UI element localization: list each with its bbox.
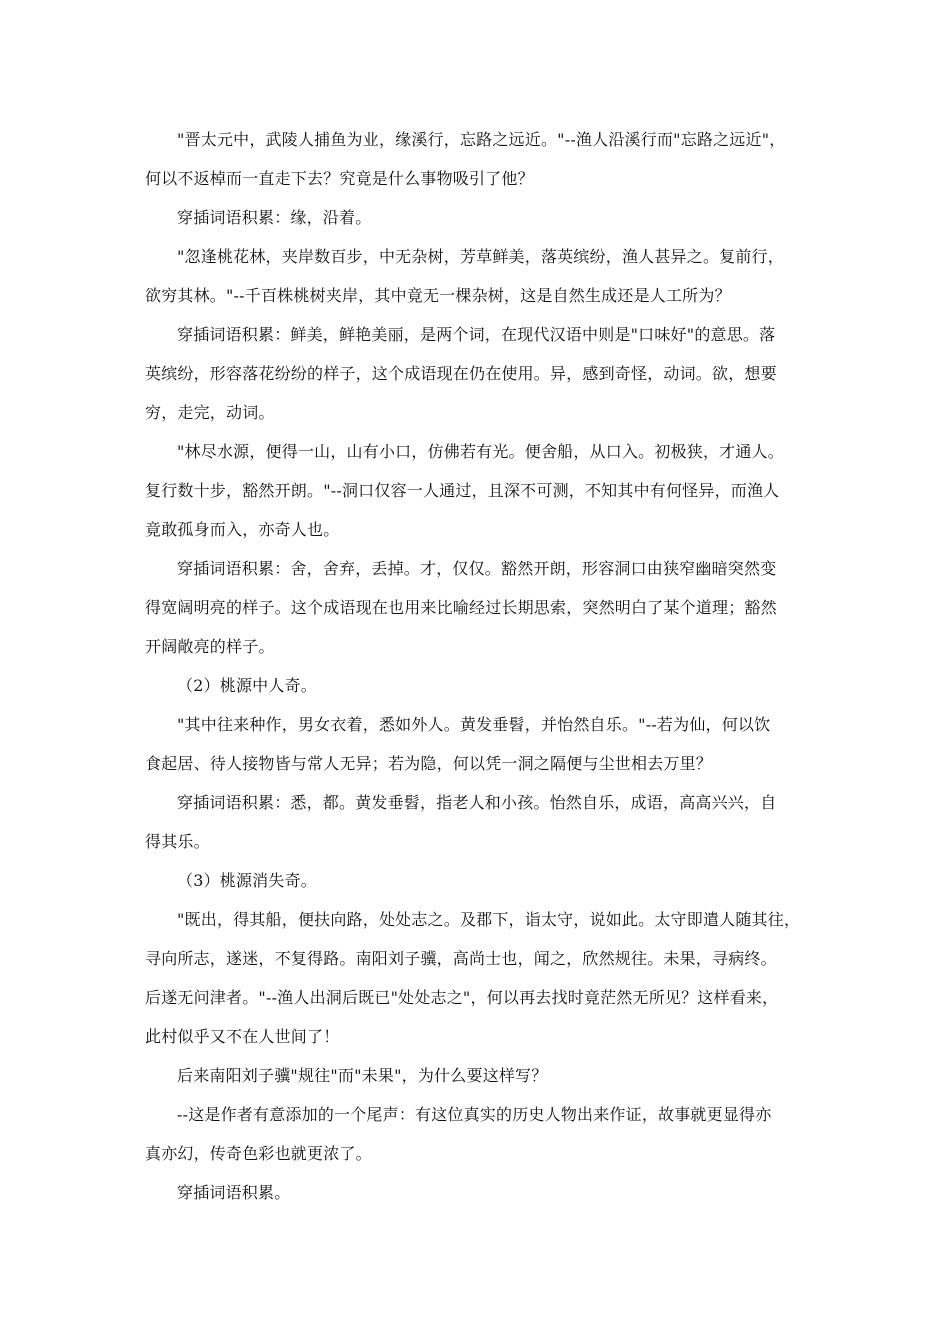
paragraph-line: 寻向所志，遂迷，不复得路。南阳刘子骥，高尚士也，闻之，欣然规往。未果，寻病终。 [145,949,777,968]
paragraph-line: 食起居、待人接物皆与常人无异；若为隐，何以凭一洞之隔便与尘世相去万里？ [145,754,713,773]
paragraph-line: 得其乐。 [145,832,210,851]
paragraph-line: 穿插词语积累：鲜美，鲜艳美丽，是两个词，在现代汉语中则是"口味好"的意思。落 [177,325,776,344]
paragraph-line: "其中往来种作，男女衣着，悉如外人。黄发垂髫，并怡然自乐。"--若为仙，何以饮 [177,715,771,734]
paragraph-line: 得宽阔明亮的样子。这个成语现在也用来比喻经过长期思索，突然明白了某个道理；豁然 [145,598,777,617]
paragraph-9 [145,783,813,861]
document-body [145,120,813,1212]
paragraph-4 [145,315,813,432]
paragraph-line: （3）桃源消失奇。 [177,871,317,890]
paragraph-line: （2）桃源中人奇。 [177,676,317,695]
paragraph-line: "既出，得其船，便扶向路，处处志之。及郡下，诣太守，说如此。太守即遣人随其往， [177,910,801,929]
paragraph-line: 穿插词语积累：缘，沿着。 [177,208,372,227]
paragraph-line: 何以不返棹而一直走下去？究竟是什么事物吸引了他？ [145,169,534,188]
paragraph-line: "晋太元中，武陵人捕鱼为业，缘溪行，忘路之远近。"--渔人沿溪行而"忘路之远近"， [177,130,786,149]
paragraph-line: 穿插词语积累。 [177,1183,291,1202]
paragraph-line: 英缤纷，形容落花纷纷的样子，这个成语现在仍在使用。异，感到奇怪，动词。欲，想要 [145,364,777,383]
section-heading-2 [145,666,813,705]
paragraph-line: 穿插词语积累：舍，舍弃，丢掉。才，仅仅。豁然开朗，形容洞口由狭窄幽暗突然变 [177,559,777,578]
paragraph-line: 穷，走完，动词。 [145,403,275,422]
paragraph-line: "忽逢桃花林，夹岸数百步，中无杂树，芳草鲜美，落英缤纷，渔人甚异之。复前行， [177,247,784,266]
paragraph-12 [145,1056,813,1095]
paragraph-13 [145,1095,813,1173]
paragraph-line: 欲穷其林。"--千百株桃树夹岸，其中竟无一棵杂树，这是自然生成还是人工所为？ [145,286,731,305]
paragraph-5 [145,432,813,549]
paragraph-3 [145,237,813,315]
section-heading-3 [145,861,813,900]
paragraph-line: --这是作者有意添加的一个尾声：有这位真实的历史人物出来作证，故事就更显得亦 [177,1105,772,1124]
paragraph-line: "林尽水源，便得一山，山有小口，仿佛若有光。便舍船，从口入。初极狭，才通人。 [177,442,784,461]
paragraph-1 [145,120,813,198]
paragraph-line: 后遂无问津者。"--渔人出洞后既已"处处志之"，何以再去找时竟茫然无所见？这样看来， [145,988,779,1007]
paragraph-line: 复行数十步，豁然开朗。"--洞口仅容一人通过，且深不可测，不知其中有何怪异，而渔人 [145,481,780,500]
paragraph-line: 穿插词语积累：悉，都。黄发垂髫，指老人和小孩。怡然自乐，成语，高高兴兴，自 [177,793,777,812]
paragraph-11 [145,900,813,1056]
paragraph-14 [145,1173,813,1212]
paragraph-2 [145,198,813,237]
paragraph-6 [145,549,813,666]
paragraph-line: 真亦幻，传奇色彩也就更浓了。 [145,1144,372,1163]
paragraph-8 [145,705,813,783]
paragraph-line: 竟敢孤身而入，亦奇人也。 [145,520,340,539]
paragraph-line: 此村似乎又不在人世间了！ [145,1027,340,1046]
paragraph-line: 后来南阳刘子骥"规往"而"未果"，为什么要这样写？ [177,1066,548,1085]
paragraph-line: 开阔敞亮的样子。 [145,637,275,656]
